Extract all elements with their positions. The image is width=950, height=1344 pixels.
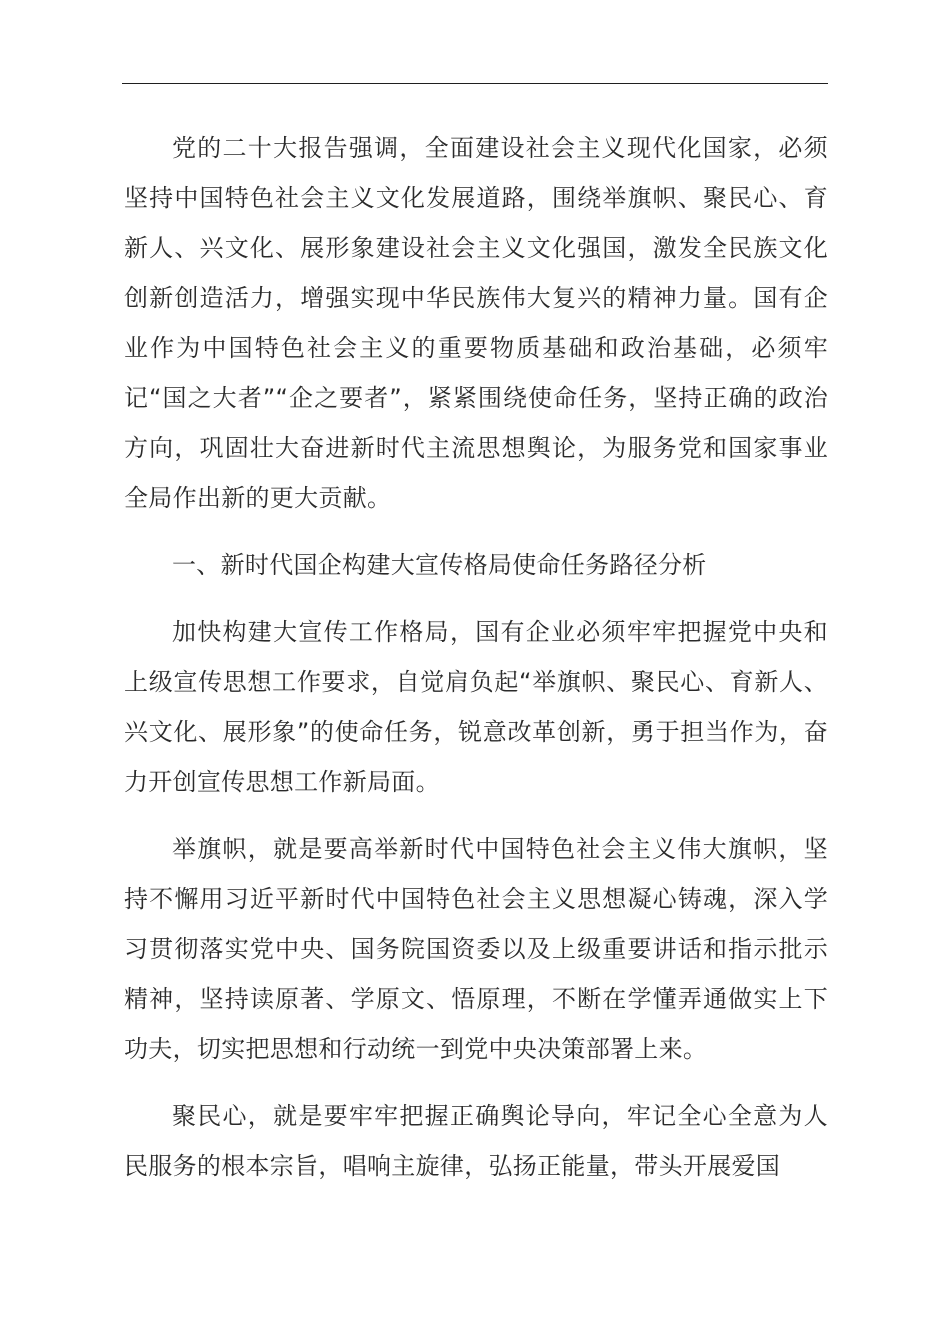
document-body	[124, 123, 828, 1208]
paragraph-intro: 党的二十大报告强调，全面建设社会主义现代化国家，必须坚持中国特色社会主义文化发展道路，围绕举旗帜、聚民心、育新人、兴文化、展形象建设社会主义文化强国，激发全民族文化创新创造活力，增强实现中华民族伟大复兴的精神力量。国有企业作为中国特色社会主义的重要物质基础和政治基础，必须牢记“国之大者”“企之要者”，紧紧围绕使命任务，坚持正确的政治方向，巩固壮大奋进新时代主流思想舆论，为服务党和国家事业全局作出新的更大贡献。	[124, 134, 828, 512]
paragraph-gather-hearts: 聚民心，就是要牢牢把握正确舆论导向，牢记全心全意为人民服务的根本宗旨，唱响主旋律，弘扬正能量，带头开展爱国	[124, 1102, 828, 1180]
header-rule	[122, 83, 828, 84]
section-heading: 一、新时代国企构建大宣传格局使命任务路径分析	[172, 551, 707, 579]
paragraph-raise-banner: 举旗帜，就是要高举新时代中国特色社会主义伟大旗帜，坚持不懈用习近平新时代中国特色社会主义思想凝心铸魂，深入学习贯彻落实党中央、国务院国资委以及上级重要讲话和指示批示精神，坚持读原著、学原文、悟原理，不断在学懂弄通做实上下功夫，切实把思想和行动统一到党中央决策部署上来。	[124, 835, 828, 1063]
paragraph-overview: 加快构建大宣传工作格局，国有企业必须牢牢把握党中央和上级宣传思想工作要求，自觉肩负起“举旗帜、聚民心、育新人、兴文化、展形象”的使命任务，锐意改革创新，勇于担当作为，奋力开创宣传思想工作新局面。	[124, 618, 828, 796]
